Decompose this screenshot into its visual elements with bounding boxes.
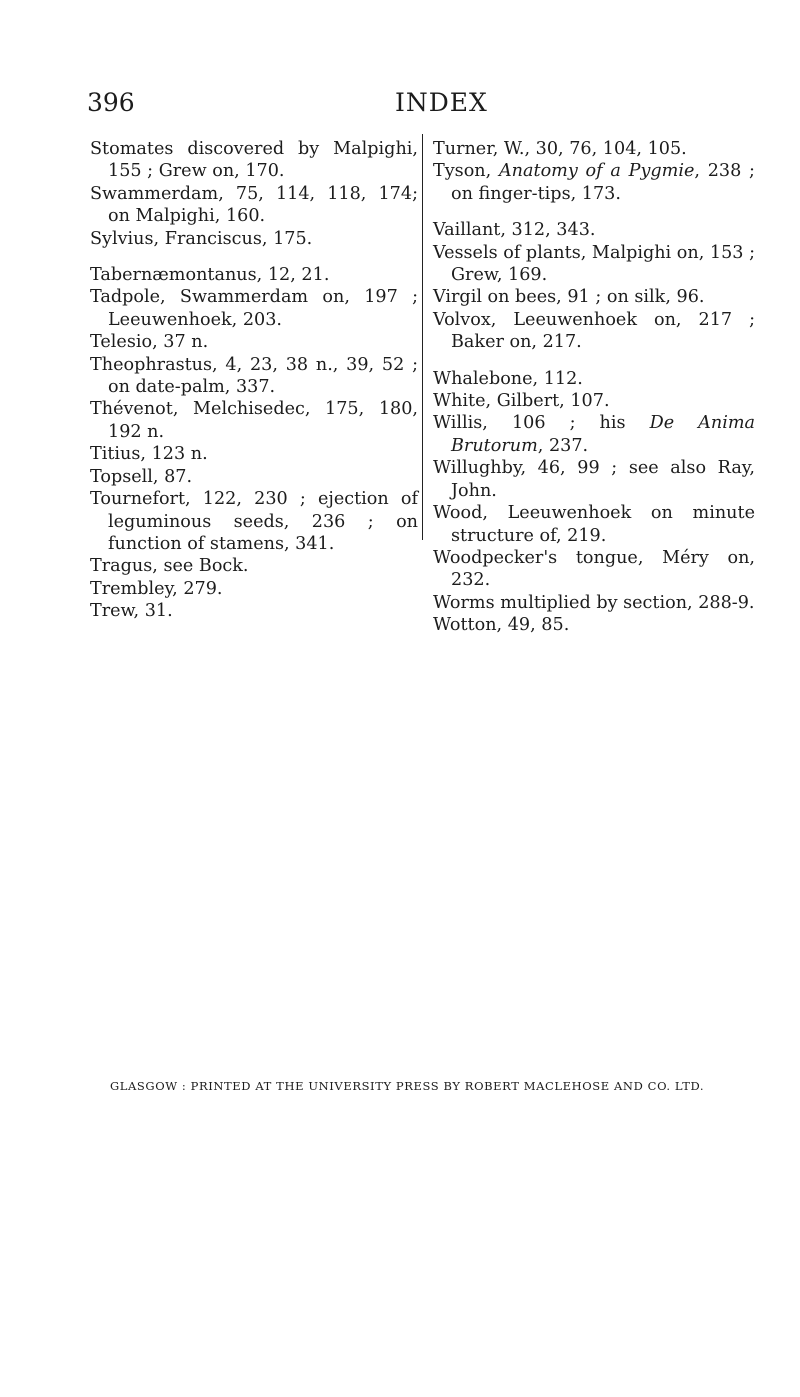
entry-text: Wood, Leeuwenhoek on minute structure of, 219. [433, 503, 755, 546]
index-entry [433, 614, 755, 636]
index-entry [433, 390, 755, 412]
entry-text: Tragus, see Bock. [90, 556, 249, 577]
entry-text: Tabernæmontanus, 12, 21. [90, 265, 330, 286]
entry-text: Thévenot, Melchisedec, 175, 180, 192 n. [90, 399, 418, 442]
index-entry [90, 331, 418, 353]
page-number: 396 [87, 88, 135, 117]
index-entry [433, 160, 755, 205]
entry-text: Tyson, [433, 161, 499, 182]
index-entry [433, 219, 755, 241]
index-entry [433, 502, 755, 547]
index-entry [90, 228, 418, 250]
index-entry [433, 138, 755, 160]
index-entry [90, 443, 418, 465]
index-entry [90, 466, 418, 488]
entry-text: Worms multiplied by section, 288-9. [433, 592, 755, 613]
entry-text: Telesio, 37 n. [90, 332, 209, 353]
index-entry [90, 600, 418, 622]
entry-text: , 237. [537, 435, 589, 456]
page-title: INDEX [395, 88, 488, 117]
entry-text: Wotton, 49, 85. [433, 615, 570, 636]
index-entry [90, 183, 418, 228]
entry-group-gap [90, 250, 418, 264]
index-entry [433, 457, 755, 502]
index-entry [90, 398, 418, 443]
entry-text: Swammerdam, 75, 114, 118, 174; on Malpighi, 160. [90, 183, 418, 227]
entry-text: Topsell, 87. [90, 466, 193, 487]
entry-title-italic: Anatomy of a Pygmie [498, 161, 695, 182]
index-entry [90, 264, 418, 286]
index-entry [433, 592, 755, 614]
entry-text: Vaillant, 312, 343. [433, 220, 596, 241]
index-entry [90, 138, 418, 183]
entry-text: Vessels of plants, Malpighi on, 153 ; Grew, 169. [433, 242, 755, 286]
printer-imprint: GLASGOW : PRINTED AT THE UNIVERSITY PRESS BY ROBERT MACLEHOSE AND CO. LTD. [110, 1079, 705, 1093]
entry-text: Tournefort, 122, 230 ; ejection of leguminous seeds, 236 ; on function of stamens, 341. [90, 489, 418, 554]
entry-text: Sylvius, Franciscus, 175. [90, 228, 313, 249]
index-entry [90, 578, 418, 600]
index-entry [433, 412, 755, 457]
entry-text: Stomates discovered by Malpighi, 155 ; Grew on, 170. [90, 139, 418, 182]
entry-text: , 238 ; on finger-tips, 173. [451, 161, 755, 204]
entry-text: Titius, 123 n. [90, 444, 208, 465]
entry-text: Whalebone, 112. [433, 368, 583, 389]
index-entry [433, 368, 755, 390]
entry-text: Willughby, 46, 99 ; see also Ray, John. [433, 458, 755, 501]
page-header [0, 88, 800, 128]
entry-text: Trembley, 279. [90, 578, 223, 599]
entry-text: Woodpecker's tongue, Méry on, 232. [433, 547, 755, 591]
index-column-left [90, 138, 418, 623]
index-entry [433, 242, 755, 287]
index-entry [90, 286, 418, 331]
index-entry [90, 488, 418, 555]
index-entry [433, 547, 755, 592]
entry-text: White, Gilbert, 107. [433, 391, 610, 412]
entry-text: Theophrastus, 4, 23, 38 n., 39, 52 ; on date-palm, 337. [90, 354, 418, 398]
entry-text: Virgil on bees, 91 ; on silk, 96. [433, 287, 705, 308]
index-entry [433, 286, 755, 308]
entry-text: Trew, 31. [90, 601, 173, 622]
entry-text: Volvox, Leeuwenhoek on, 217 ; Baker on, 217. [433, 309, 755, 353]
index-column-right [433, 138, 755, 637]
entry-text: Turner, W., 30, 76, 104, 105. [433, 139, 687, 159]
index-entry [90, 354, 418, 399]
entry-group-gap [433, 205, 755, 219]
entry-text: Willis, 106 ; his [433, 413, 650, 434]
index-entry [90, 555, 418, 577]
entry-title-italic: De Anima Brutorum [451, 413, 755, 456]
entry-text: Tadpole, Swammerdam on, 197 ; Leeuwenhoek, 203. [90, 287, 418, 330]
entry-group-gap [433, 354, 755, 368]
index-entry [433, 309, 755, 354]
column-divider [422, 134, 423, 540]
